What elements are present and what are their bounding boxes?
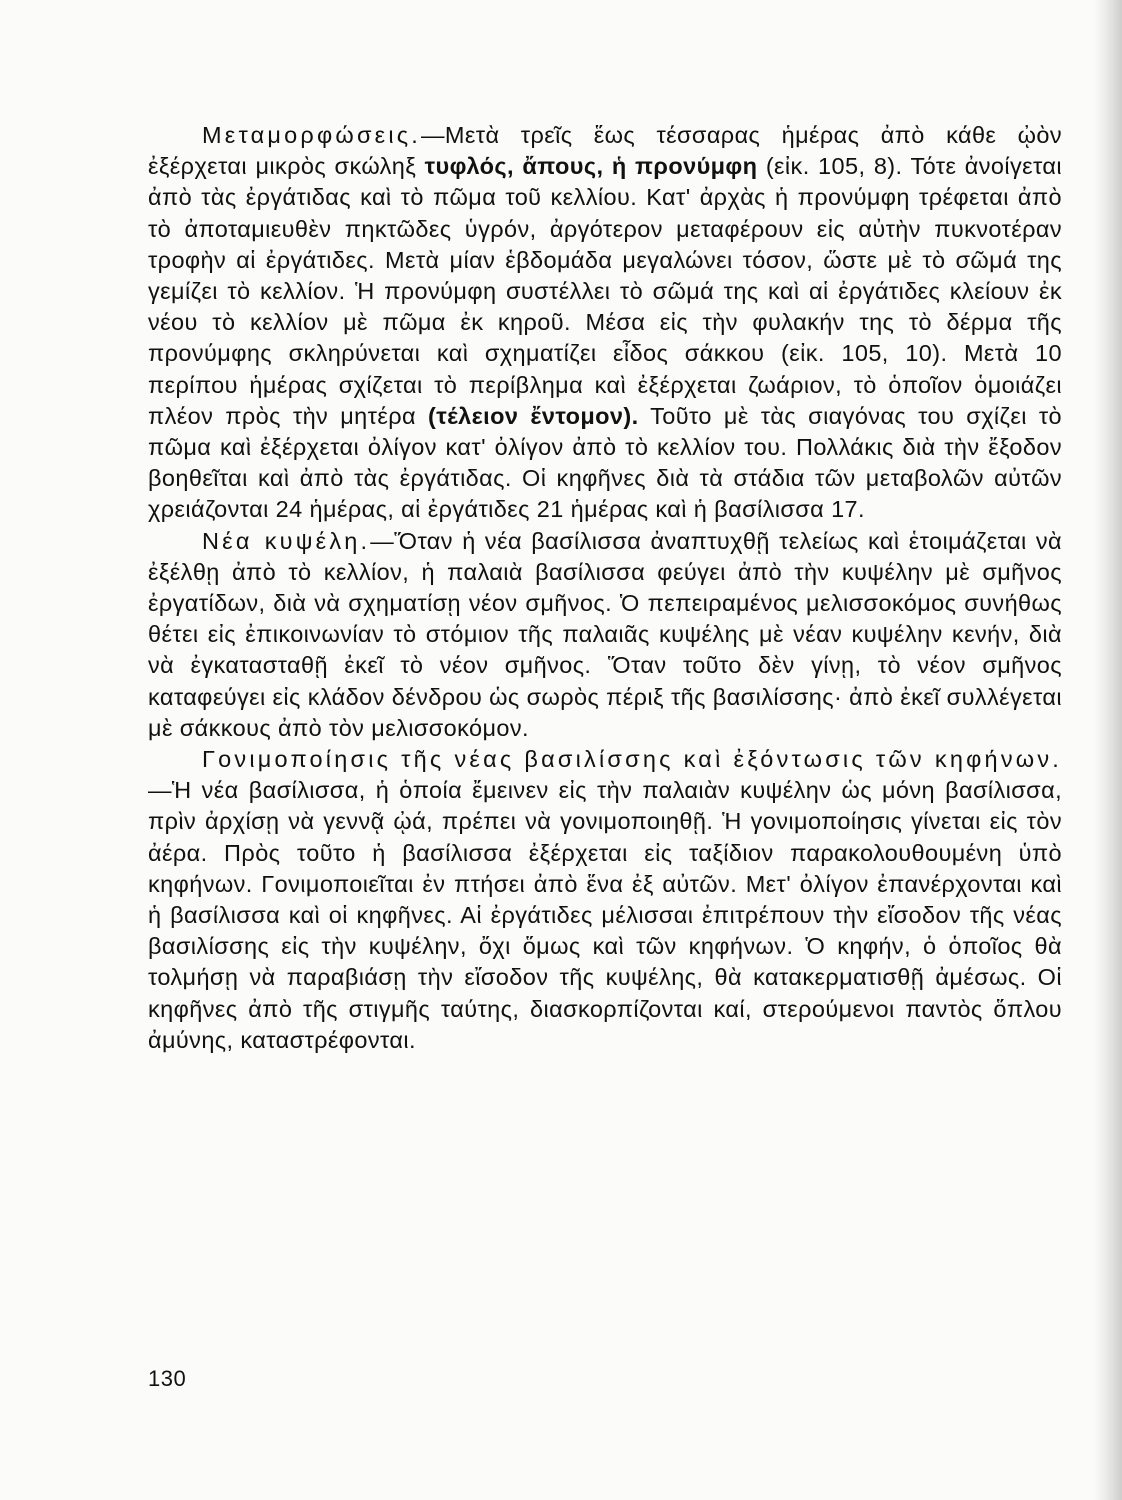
section-heading-metamorphoses: Μεταμορφώσεις. xyxy=(202,122,422,148)
paragraph-new-hive xyxy=(148,526,1062,744)
page-number: 130 xyxy=(148,1366,187,1391)
paragraph-text: —Ὅταν ἡ νέα βασίλισσα ἀναπτυχθῇ τελείως καὶ ἑτοιμάζεται νὰ ἐξέλθῃ ἀπὸ τὸ κελλίον, ἡ παλαιὰ βασίλισσα φεύγει ἀπὸ τὴν κυψέλην μὲ σμῆνος ἐργατίδων, διὰ νὰ σχηματίσῃ νέον σμῆνος. Ὁ πεπειραμένος μελισσοκόμος συνήθως θέτει εἰς ἐπικοινωνίαν τὸ στόμιον τῆς παλαιᾶς κυψέλης μὲ νέαν κυψέλην κενήν, διὰ νὰ ἐγκατασταθῇ ἐκεῖ τὸ νέον σμῆνος. Ὅταν τοῦτο δὲν γίνῃ, τὸ νέον σμῆνος καταφεύγει εἰς κλάδον δένδρου ὡς σωρὸς πέριξ τῆς βασιλίσσης· ἀπὸ ἐκεῖ συλλέγεται μὲ σάκκους ἀπὸ τὸν μελισσοκόμον. xyxy=(148,527,1062,741)
paragraph-text: Τοῦτο μὲ τὰς σιαγόνας του σχίζει τὸ πῶμα καὶ ἐξέρχεται ὀλίγον κατ' ὀλίγον ἀπὸ τὸ κελλίον του. Πολλάκις διὰ τὴν ἔξοδον βοηθεῖται καὶ ἀπὸ τὰς ἐργάτιδας. Οἱ κηφῆνες διὰ τὰ στάδια τῶν μεταβολῶν αὐτῶν χρειάζονται 24 ἡμέρας, αἱ ἐργάτιδες 21 ἡμέρας καὶ ἡ βασίλισσα 17. xyxy=(148,402,1063,523)
section-heading-fertilization: Γονιμοποίησις τῆς νέας βασιλίσσης καὶ ἐξόντωσις τῶν κηφήνων. xyxy=(202,746,1062,773)
bold-term-larva: τυφλός, ἄπους, ἡ προνύμφη xyxy=(424,153,758,180)
body-text xyxy=(148,120,1062,1056)
paragraph-fertilization xyxy=(148,744,1062,1056)
paragraph-text: (εἰκ. 105, 8). Τότε ἀνοίγεται ἀπὸ τὰς ἐργάτιδας καὶ τὸ πῶμα τοῦ κελλίου. Κατ' ἀρχὰς ἡ προνύμφη τρέφεται ἀπὸ τὸ ἀποταμιευθὲν πηκτῶδες ὑγρόν, ἀργότερον μεταφέρουν εἰς αὐτὴν πυκνοτέραν τροφὴν αἱ ἐργάτιδες. Μετὰ μίαν ἑβδομάδα μεγαλώνει τόσον, ὥστε μὲ τὸ σῶμά της γεμίζει τὸ κελλίον. Ἡ προνύμφη συστέλλει τὸ σῶμά της καὶ αἱ ἐργάτιδες κλείουν ἐκ νέου τὸ κελλίον μὲ πῶμα ἐκ κηροῦ. Μέσα εἰς τὴν φυλακήν της τὸ δέρμα τῆς προνύμφης σκληρύνεται καὶ σχηματίζει εἶδος σάκκου (εἰκ. 105, 10). Μετὰ 10 περίπου ἡμέρας σχίζεται τὸ περίβλημα καὶ ἐξέρχεται ζωάριον, τὸ ὁποῖον ὁμοιάζει πλέον πρὸς τὴν μητέρα xyxy=(148,153,1062,429)
section-heading-new-hive: Νέα κυψέλη. xyxy=(202,527,371,554)
paragraph-text: —Μετὰ τρεῖς ἕως τέσσαρας ἡμέρας ἀπὸ κάθε ᾠὸν ἐξέρχεται μικρὸς σκώληξ xyxy=(148,122,1062,180)
paragraph-metamorphoses xyxy=(148,120,1062,526)
bold-term-adult-insect: (τέλειον ἔντομον). xyxy=(428,402,639,429)
page-edge-shadow xyxy=(1094,0,1122,1500)
paragraph-text: —Ἡ νέα βασίλισσα, ἡ ὁποία ἔμεινεν εἰς τὴν παλαιὰν κυψέλην ὡς μόνη βασίλισσα, πρὶν ἀρχίσῃ νὰ γεννᾷ ᾠά, πρέπει νὰ γονιμοποιηθῇ. Ἡ γονιμοποίησις γίνεται εἰς τὸν ἀέρα. Πρὸς τοῦτο ἡ βασίλισσα ἐξέρχεται εἰς ταξίδιον παρακολουθουμένη ὑπὸ κηφήνων. Γονιμοποιεῖται ἐν πτήσει ἀπὸ ἕνα ἐξ αὐτῶν. Μετ' ὀλίγον ἐπανέρχονται καὶ ἡ βασίλισσα καὶ οἱ κηφῆνες. Αἱ ἐργάτιδες μέλισσαι ἐπιτρέπουν τὴν εἴσοδον τῆς νέας βασιλίσσης εἰς τὴν κυψέλην, ὄχι ὅμως καὶ τῶν κηφήνων. Ὁ κηφήν, ὁ ὁποῖος θὰ τολμήσῃ νὰ παραβιάσῃ τὴν εἴσοδον τῆς κυψέλης, θὰ κατακερματισθῇ ἀμέσως. Οἱ κηφῆνες ἀπὸ τῆς στιγμῆς ταύτης, διασκορπίζονται καί, στερούμενοι παντὸς ὅπλου ἀμύνης, καταστρέφονται. xyxy=(148,777,1062,1053)
